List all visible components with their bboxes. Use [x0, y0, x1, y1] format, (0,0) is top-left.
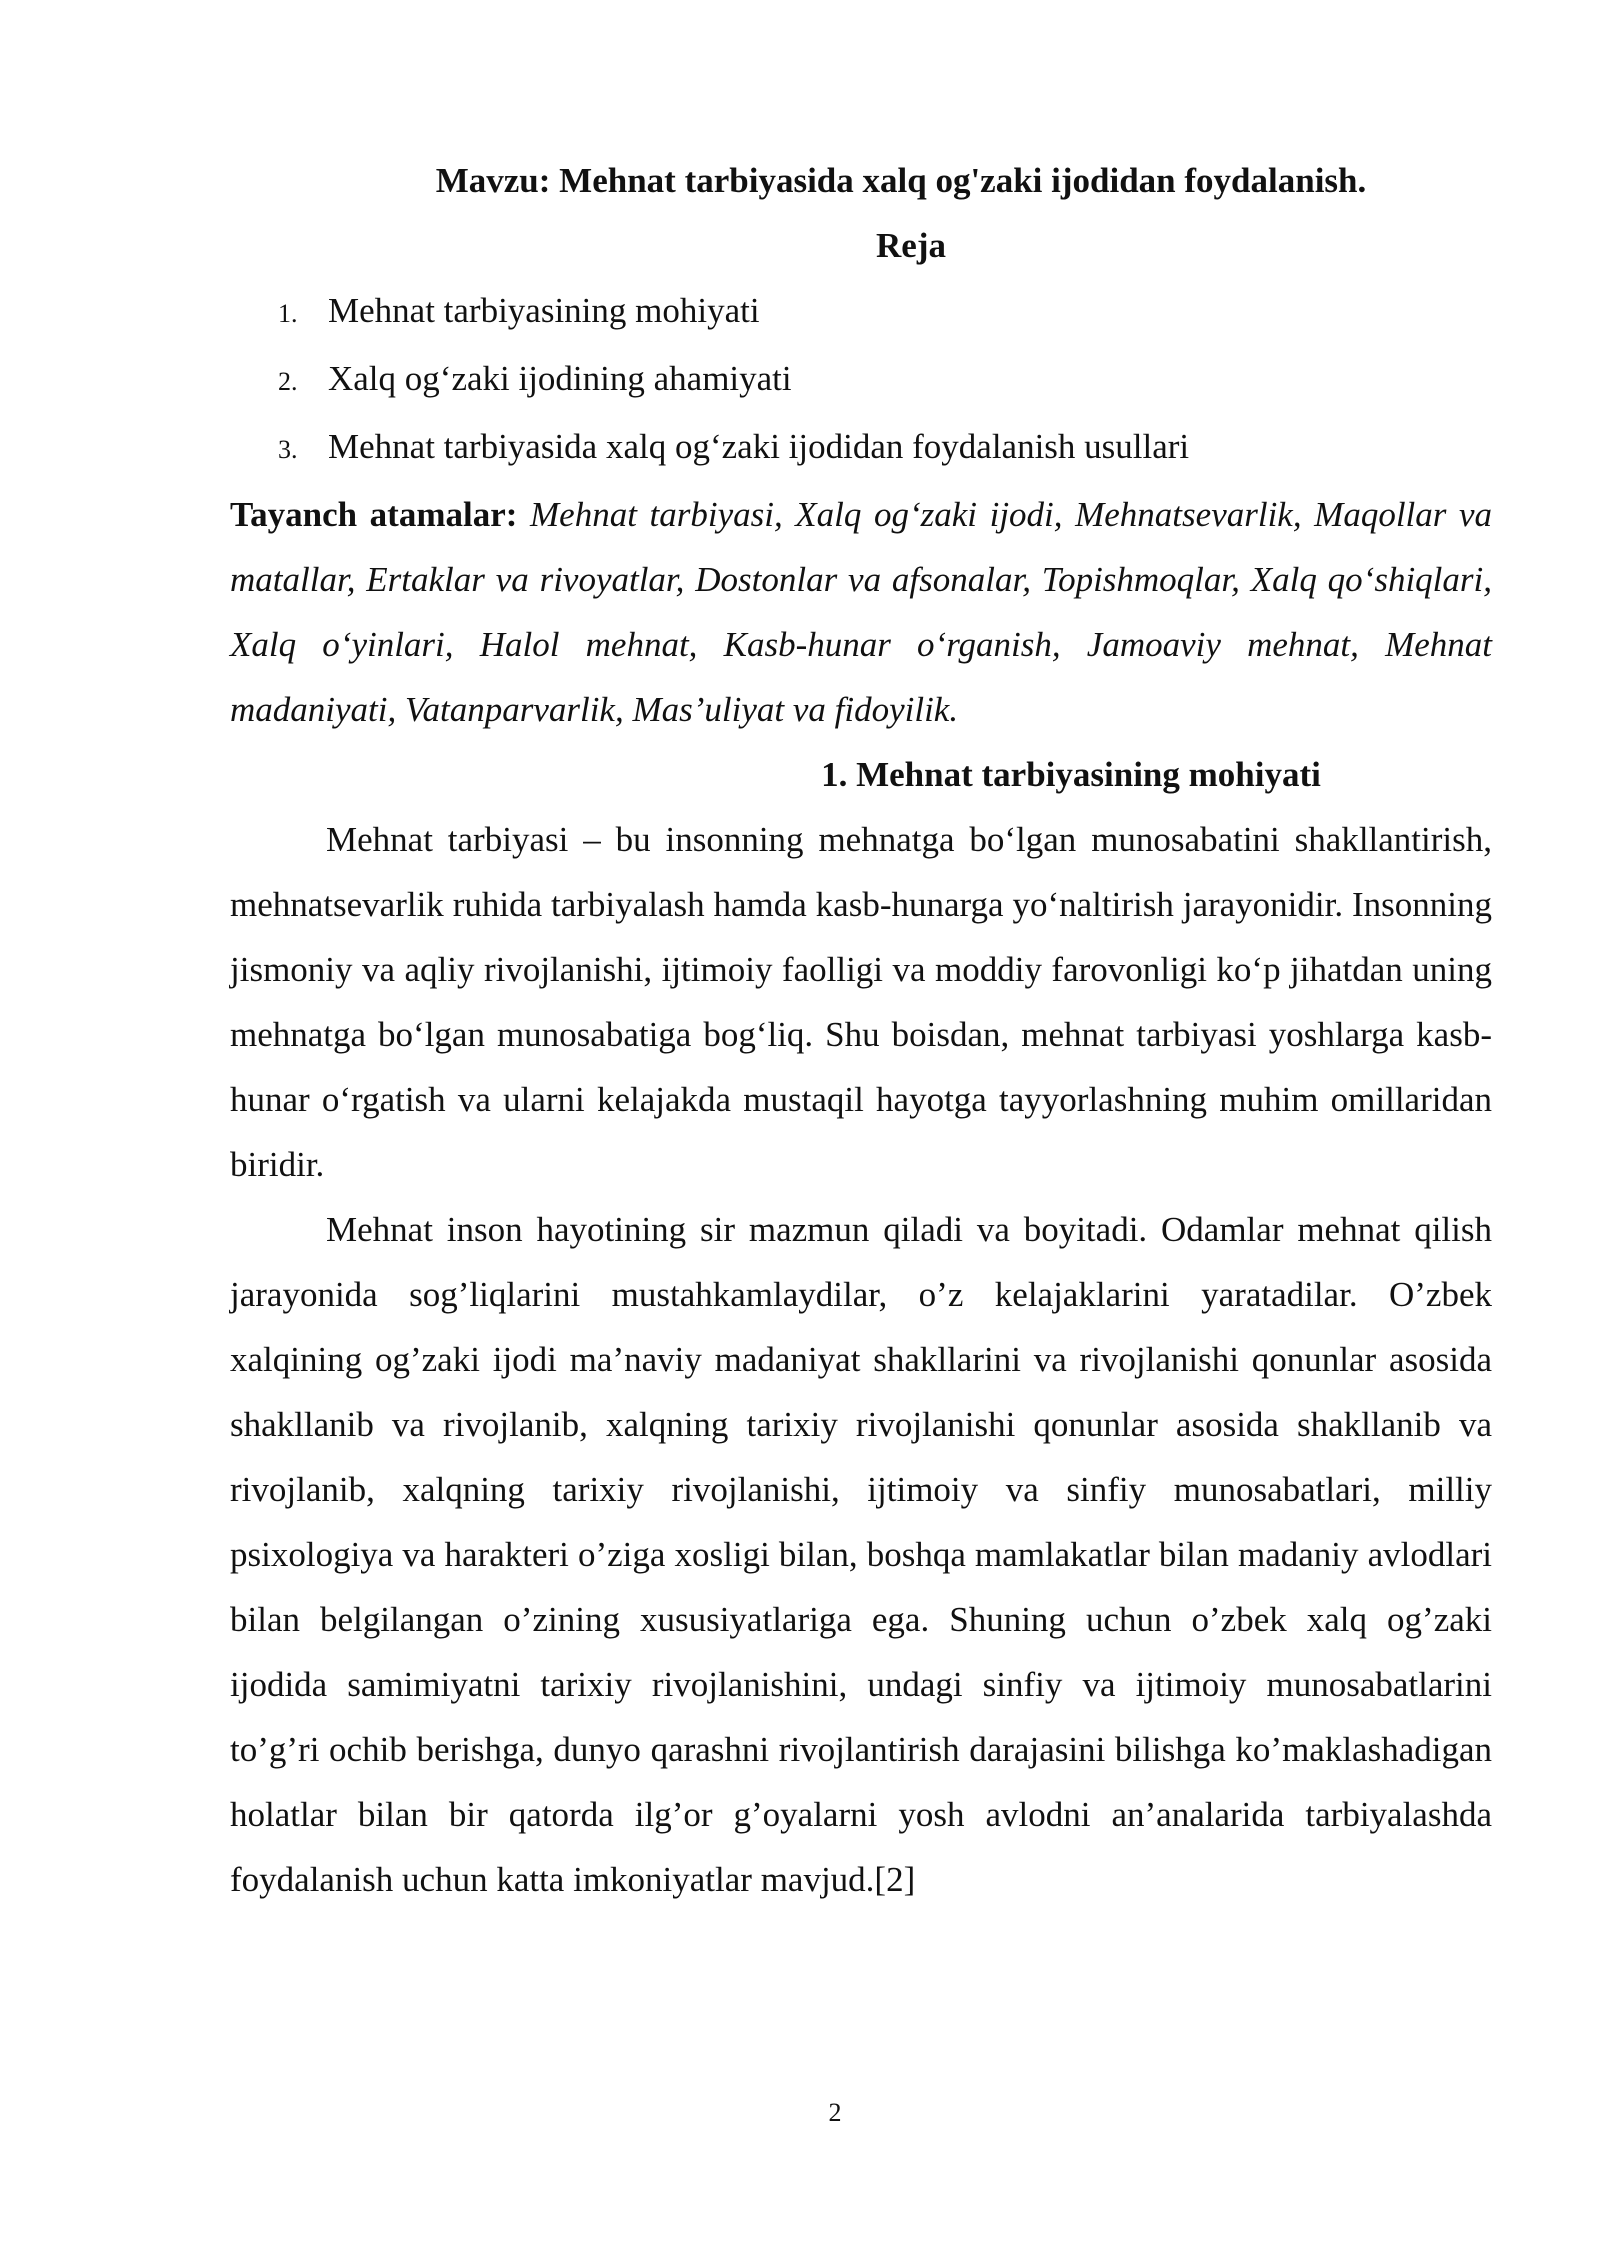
keywords-terms: Mehnat tarbiyasi, Xalq og‘zaki ijodi, Mehnatsevarlik, Maqollar va matallar, Ertaklar va rivoyatlar, Dostonlar va afsonalar, Topishmoqlar, Xalq qo‘shiqlari, Xalq o‘yinlari, Halol mehnat, Kasb-hunar o‘rganish, Jamoaviy mehnat, Mehnat madaniyati, Vatanparvarlik, Mas’uliyat va fidoyilik.	[230, 495, 1493, 729]
plan-item	[278, 414, 1492, 482]
plan-list	[230, 278, 1492, 482]
plan-item-text: Mehnat tarbiyasining mohiyati	[328, 291, 760, 330]
body-paragraph: Mehnat tarbiyasi – bu insonning mehnatga bo‘lgan munosabatini shakllantirish, mehnatsevarlik ruhida tarbiyalash hamda kasb-hunarga yo‘naltirish jarayonidir. Insonning jismoniy va aqliy rivojlanishi, ijtimoiy faolligi va moddiy farovonligi ko‘p jihatdan uning mehnatga bo‘lgan munosabatiga bog‘liq. Shu boisdan, mehnat tarbiyasi yoshlarga kasb-hunar o‘rgatish va ularni kelajakda mustaqil hayotga tayyorlashning muhim omillaridan biridir.	[230, 820, 1492, 1184]
document-page	[230, 148, 1492, 1912]
plan-item-text: Xalq og‘zaki ijodining ahamiyati	[328, 359, 792, 398]
body-paragraph: Mehnat inson hayotining sir mazmun qiladi va boyitadi. Odamlar mehnat qilish jarayonida sog’liqlarini mustahkamlaydilar, o’z kelajaklarini yaratadilar. O’zbek xalqining og’zaki ijodi ma’naviy madaniyat shakllarini va rivojlanishi qonunlar asosida shakllanib va rivojlanib, xalqning tarixiy rivojlanishi qonunlar asosida shakllanib va rivojlanib, xalqning tarixiy rivojlanishi, ijtimoiy va sinfiy munosabatlari, milliy psixologiya va harakteri o’ziga xosligi bilan, boshqa mamlakatlar bilan madaniy avlodlari bilan belgilangan o’zining xususiyatlariga ega. Shuning uchun o’zbek xalq og’zaki ijodida samimiyatni tarixiy rivojlanishini, undagi sinfiy va ijtimoiy munosabatlarini to’g’ri ochib berishga, dunyo qarashni rivojlantirish darajasini bilishga ko’maklashadigan holatlar bilan bir qatorda ilg’or g’oyalarni yosh avlodni an’analarida tarbiyalashda foydalanish uchun katta imkoniyatlar mavjud.[2]	[230, 1210, 1492, 1899]
section-heading: 1. Mehnat tarbiyasining mohiyati	[821, 755, 1321, 794]
keywords-label: Tayanch atamalar:	[230, 495, 518, 534]
plan-item-number: 1.	[278, 299, 298, 328]
plan-item-text: Mehnat tarbiyasida xalq og‘zaki ijodidan foydalanish usullari	[328, 427, 1190, 466]
plan-item	[278, 346, 1492, 414]
plan-item-number: 3.	[278, 435, 298, 464]
page-number: 2	[828, 2098, 842, 2127]
keywords-block	[230, 482, 1492, 742]
plan-item	[278, 278, 1492, 346]
document-title: Mavzu: Mehnat tarbiyasida xalq og'zaki ijodidan foydalanish.	[435, 161, 1367, 200]
plan-heading: Reja	[876, 226, 946, 265]
plan-item-number: 2.	[278, 367, 298, 396]
